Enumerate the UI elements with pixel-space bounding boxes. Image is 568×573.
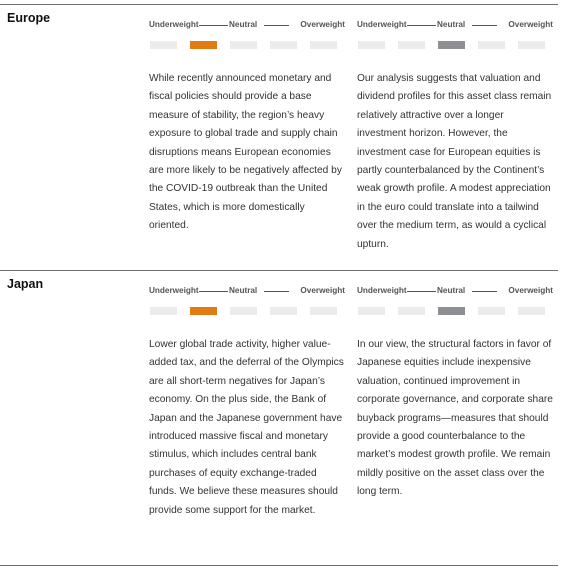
outlook-scale-block <box>478 307 505 315</box>
scale-line <box>264 25 289 26</box>
outlook-scale-block <box>150 307 177 315</box>
outlook-scale-block-selected <box>190 307 217 315</box>
outlook-scale-block <box>478 41 505 49</box>
outlook-scale-labels <box>149 20 345 32</box>
outlook-scale-block <box>310 41 337 49</box>
underweight-label: Underweight <box>357 20 407 29</box>
top-rule <box>0 4 558 5</box>
scale-line <box>199 291 228 292</box>
outlook-scale-block <box>270 307 297 315</box>
scale-line <box>264 291 289 292</box>
outlook-scale-block <box>230 41 257 49</box>
outlook-scale-blocks <box>150 307 345 315</box>
scale-line <box>407 291 436 292</box>
outlook-scale-block <box>358 41 385 49</box>
outlook-scale-block-selected <box>190 41 217 49</box>
neutral-label: Neutral <box>437 286 466 295</box>
region-title-europe: Europe <box>7 11 51 25</box>
bottom-rule <box>0 565 558 566</box>
outlook-scale-blocks <box>358 307 553 315</box>
outlook-scale-block <box>230 307 257 315</box>
overweight-label: Overweight <box>300 286 345 295</box>
outlook-scale-block <box>270 41 297 49</box>
outlook-scale-block <box>398 41 425 49</box>
underweight-label: Underweight <box>149 20 199 29</box>
overweight-label: Overweight <box>508 286 553 295</box>
scale-line <box>472 25 497 26</box>
outlook-scale-block-selected <box>438 307 465 315</box>
europe-equity-text: Our analysis suggests that valuation and dividend profiles for this asset class remain relatively attractive over a longer investment horizon. However, the investment case for European equities is partly counterbalanced by the Continent’s weak growth profile. A modest appreciation in the euro could translate into a tailwind over the medium term, as would a cyclical upturn. <box>357 73 552 250</box>
outlook-scale-block <box>310 307 337 315</box>
neutral-label: Neutral <box>229 20 258 29</box>
neutral-label: Neutral <box>229 286 258 295</box>
outlook-scale-blocks <box>150 41 345 49</box>
outlook-scale-block <box>150 41 177 49</box>
overweight-label: Overweight <box>300 20 345 29</box>
outlook-scale-blocks <box>358 41 553 49</box>
outlook-scale-block <box>358 307 385 315</box>
neutral-label: Neutral <box>437 20 466 29</box>
region-title-japan: Japan <box>7 277 44 291</box>
outlook-scale-block-selected <box>438 41 465 49</box>
section-divider <box>0 270 558 271</box>
outlook-scale-block <box>518 307 545 315</box>
europe-economic-text: While recently announced monetary and fiscal policies should provide a base measure of stability, the region’s heavy exposure to global trade and supply chain disruptions means European economies are more likely to be negatively affected by the COVID-19 outbreak than the United States, which is more domestically oriented. <box>149 73 342 232</box>
outlook-scale-labels <box>357 286 553 298</box>
overweight-label: Overweight <box>508 20 553 29</box>
scale-line <box>199 25 228 26</box>
underweight-label: Underweight <box>149 286 199 295</box>
outlook-scale-block <box>398 307 425 315</box>
scale-line <box>472 291 497 292</box>
japan-economic-text: Lower global trade activity, higher value-added tax, and the deferral of the Olympics are all short-term negatives for Japan’s economy. On the plus side, the Bank of Japan and the Japanese government have introduced massive fiscal and monetary stimulus, which includes central bank purchases of equity exchange-traded funds. We believe these measures should provide some support for the market. <box>149 339 344 516</box>
scale-line <box>407 25 436 26</box>
japan-equity-text: In our view, the structural factors in favor of Japanese equities include inexpensive valuation, continued improvement in corporate governance, and corporate share buyback programs—measures that should provide a good counterbalance to the market’s modest growth profile. We remain mildly positive on the asset class over the long term. <box>357 339 553 498</box>
outlook-scale-labels <box>149 286 345 298</box>
outlook-scale-labels <box>357 20 553 32</box>
outlook-scale-block <box>518 41 545 49</box>
underweight-label: Underweight <box>357 286 407 295</box>
